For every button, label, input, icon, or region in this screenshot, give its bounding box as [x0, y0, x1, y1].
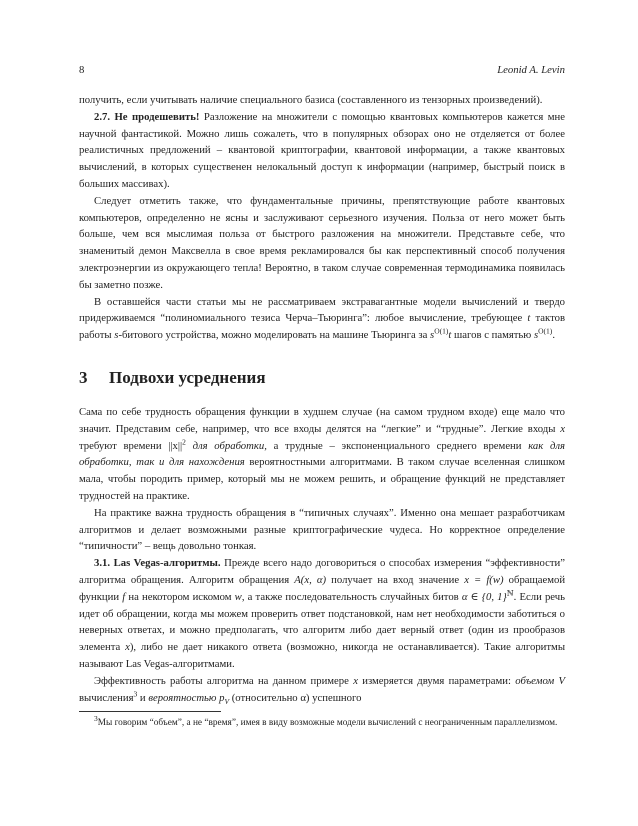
- page: [79, 62, 565, 730]
- subsection-2-7-title: 2.7. Не продешевить!: [94, 110, 200, 123]
- footnote-ref[interactable]: 3: [133, 688, 138, 698]
- subsection-3-1: 3.1. Las Vegas-алгоритмы. Прежде всего надо договориться о способах измерения “эффективности” алгоритма обращения. Алгоритм обращения A(x, α) получает на вход значение x = f(w) обращаемой функции f на некотором искомом w, а также последовательность случайных битов α ∈ {0, 1}$^ℕ$. Если речь идет об обращении, когда мы можем проверить ответ подстановкой, нам нет необходимости заботиться о неверных ответах, и можно предполагать, что алгоритм либо дает верный ответ (один из прообразов элемента x), либо не дает никакого ответа (возможно, никогда не останавливается). Такие алгоритмы называют Las Vegas-алгоритмами.: [79, 557, 566, 670]
- footnote-text: Мы говорим “объем”, а не “время”, имея в виду возможные модели вычислений с неограниченным параллелизмом.: [97, 718, 558, 729]
- section-title: Подвохи усреднения: [109, 367, 266, 387]
- subsection-2-7-text: Разложение на множители с помощью квантовых компьютеров кажется мне научной фантастикой. Можно лишь сожалеть, что в популярных обзорах оно не отделяется от более реалистичных предложений – квантовой криптографии, квантовой информации, а также квантовых вычислений, в которых существенен нелокальный доступ к информации (например, быстрый поиск в больших массивах).: [79, 110, 565, 190]
- paragraph-maxwell: Следует отметить также, что фундаментальные причины, препятствующие работе квантовых компьютеров, определенно не ясны и заслуживают серьезного изучения. Польза от него может быть больше, чем вся мыслимая польза от быстрого разложения на множители. Представьте себе, что знаменитый демон Максвелла в свое время рекламировался бы как перспективный способ получения электроэнергии из окружающего тепла! Вероятно, в таком случае современная термодинамика появилась бы заметно позже.: [79, 194, 565, 291]
- paragraph-efficiency: Эффективность работы алгоритма на данном примере x измеряется двумя параметрами: объемом V вычисления$^3$ и вероятностью $p_V$ (относительно α) успешного: [79, 674, 566, 706]
- paragraph-typical-cases: На практике важна трудность обращения в “типичных случаях”. Именно она мешает разработчикам алгоритмов и делает возможными разные криптографические чудеса. Но корректное определение “типичности” – вещь довольно тонкая.: [79, 506, 565, 553]
- paragraph-worst-case: Сама по себе трудность обращения функции в худшем случае (на самом трудном входе) еще мало что значит. Представим себе, например, что все входы делятся на “легкие” и “трудные”. Легкие входы x требуют времени $||x||^2$ для обработки, а трудные – экспоненциального среднего времени как для обработки, так и для нахождения вероятностными алгоритмами. В таком случае вселенная слишком мала, чтобы породить пример, который мы не можем решить, и обращение функций не представляет трудностей на практике.: [79, 405, 566, 502]
- footnote-mark: 3: [94, 714, 98, 724]
- footnote: [79, 716, 565, 730]
- running-header: [79, 62, 565, 79]
- footnote-divider: [79, 711, 221, 712]
- section-heading: [79, 368, 565, 388]
- paragraph-continued: получить, если учитывать наличие специального базиса (составленного из тензорных произведений).: [79, 94, 543, 106]
- running-author: Leonid A. Levin: [497, 64, 565, 76]
- paragraph-church-turing: В оставшейся части статьи мы не рассматриваем экстравагантные модели вычислений и твердо придерживаемся “полиномиального тезиса Черча–Тьюринга”: любое вычисление, требующее t тактов работы s-битового устройства, можно моделировать на машине Тьюринга за $s^{O(1)}t$ шагов с памятью $s^{O(1)}$.: [79, 295, 566, 342]
- subsection-3-1-title: 3.1. Las Vegas-алгоритмы.: [94, 557, 221, 570]
- section-number: 3: [79, 367, 88, 387]
- subsection-2-7: [79, 109, 565, 193]
- page-number: 8: [79, 64, 85, 76]
